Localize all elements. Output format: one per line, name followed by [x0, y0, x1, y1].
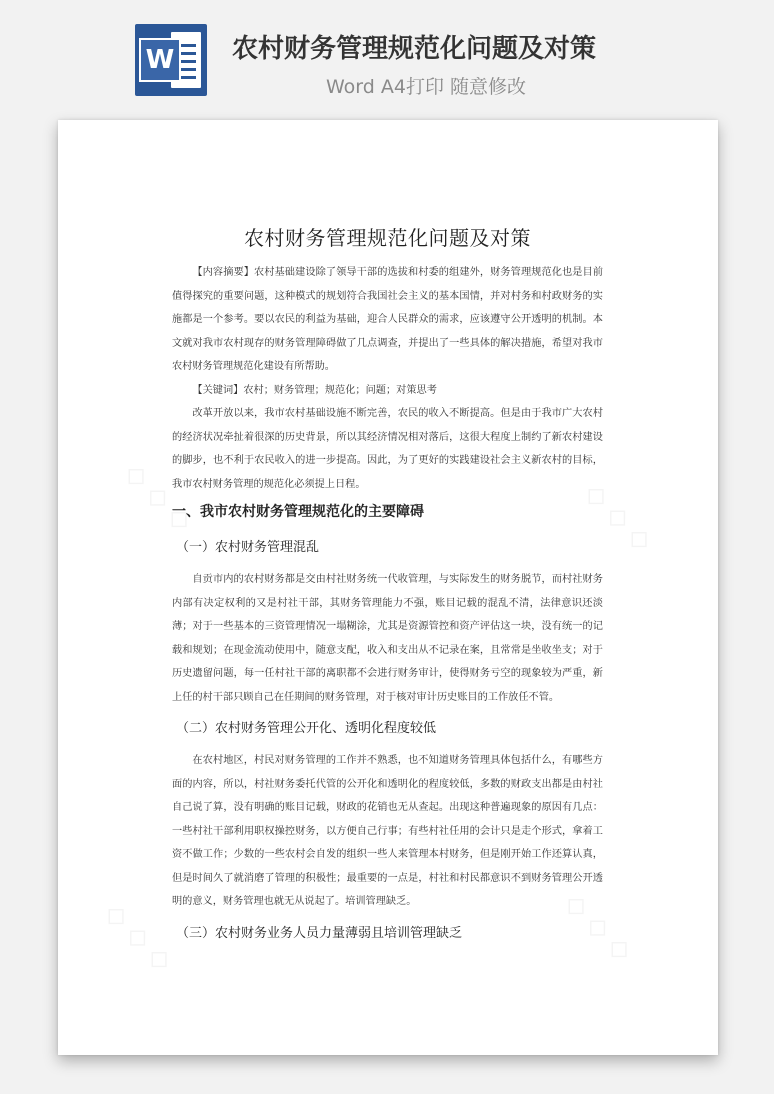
subsection-heading: （二）农村财务管理公开化、透明化程度较低: [176, 721, 437, 736]
document-body: [172, 222, 603, 954]
section-heading: 一、我市农村财务管理规范化的主要障碍: [172, 504, 424, 520]
banner: [0, 0, 774, 110]
subsection-heading: （一）农村财务管理混乱: [176, 540, 320, 555]
watermark: [98, 896, 180, 978]
body-paragraph: 在农村地区，村民对财务管理的工作并不熟悉，也不知道财务管理具体包括什么，有哪些方面的内容，所以，村社财务委托代管的公开化和透明化的程度较低，多数的财政支出都是由村社自己说了算，没有明确的账目记载，财政的花销也无从查起。出现这种普遍现象的原因有几点：一些村社干部利用职权操控财务，以方便自己行事；有些村社任用的会计只是走个形式，拿着工资不做工作；少数的一些农村会自发的组织一些人来管理本村财务，但是刚开始工作还算认真，但是时间久了就消磨了管理的积极性；最重要的一点是，村社和村民都意识不到财务管理公开透明的意义，财务管理也就无从说起了。培训管理缺乏。: [172, 755, 603, 907]
document-title: 农村财务管理规范化问题及对策: [244, 226, 531, 250]
intro-paragraph: 改革开放以来，我市农村基础设施不断完善，农民的收入不断提高。但是由于我市广大农村的经济状况牵扯着很深的历史背景，所以其经济情况相对落后，这很大程度上制约了新农村建设的脚步，也不利于农民收入的进一步提高。因此，为了更好的实践建设社会主义新农村的目标，我市农村财务管理的规范化必须提上日程。: [172, 408, 603, 490]
banner-title: 农村财务管理规范化问题及对策: [232, 34, 597, 64]
subsection-heading: （三）农村财务业务人员力量薄弱且培训管理缺乏: [176, 925, 463, 941]
body-paragraph: 自贡市内的农村财务都是交由村社财务统一代收管理，与实际发生的财务脱节，而村社财务内部有决定权利的又是村社干部，其财务管理能力不强，账目记载的混乱不清，法律意识还淡薄；对于一些基本的三资管理情况一塌糊涂，尤其是资源管控和资产评估这一块，没有统一的记载和规划；在现金流动使用中，随意支配，收入和支出从不记录在案，且常常是坐收坐支；对于历史遗留问题，每一任村社干部的离职都不会进行财务审计，使得财务亏空的现象较为严重，新上任的村干部只顾自己在任期间的财务管理，对于核对审计历史账目的工作放任不管。: [172, 574, 603, 703]
word-icon: [135, 24, 207, 96]
document-page: [58, 120, 718, 1055]
word-icon-letter: W: [139, 38, 181, 82]
abstract-paragraph: 【内容摘要】农村基础建设除了领导干部的选拔和村委的组建外，财务管理规范化也是目前值得探究的重要问题，这种模式的规划符合我国社会主义的基本国情，并对村务和村政财务的实施都是一个参考。要以农民的利益为基础，迎合人民群众的需求，应该遵守公开透明的机制。本文就对我市农村现存的财务管理障碍做了几点调查，并提出了一些具体的解决措施，希望对我市农村财务管理规范化建设有所帮助。: [172, 267, 603, 372]
banner-subtitle: Word A4打印 随意修改: [326, 76, 527, 98]
keywords-paragraph: 【关键词】农村；财务管理；规范化；问题；对策思考: [192, 384, 437, 396]
